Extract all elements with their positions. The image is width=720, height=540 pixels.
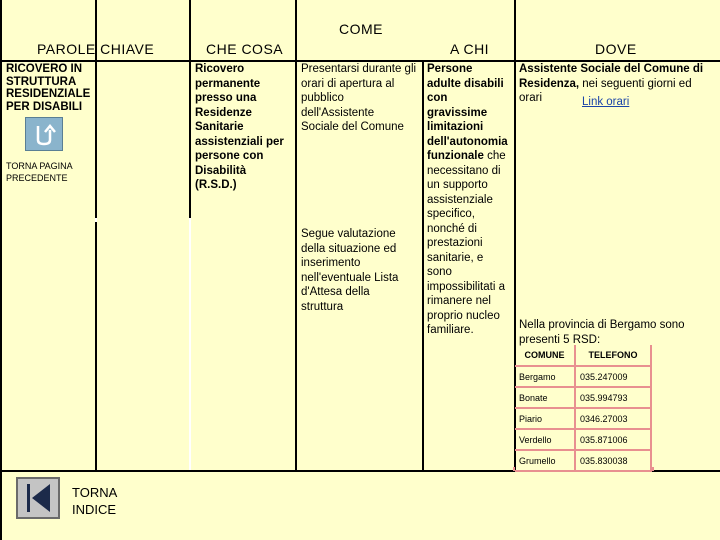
keyword-text: RICOVERO IN STRUTTURA RESIDENZIALE PER DISABILI [6, 63, 91, 113]
provincia-text: Nella provincia di Bergamo sono presenti 5 RSD: [519, 319, 685, 346]
come-text-2: Segue valutazione della situazione ed inserimento nell'eventuale Lista d'Attesa della struttura [301, 228, 399, 313]
divider [189, 218, 191, 470]
table-row [515, 366, 651, 387]
index-button[interactable] [16, 477, 60, 519]
dove-normal: nei seguenti giorni ed orari [519, 77, 692, 104]
divider [95, 218, 97, 222]
come-text-1: Presentarsi durante gli orari di apertura al pubblico dell'Assistente Sociale del Comune [301, 63, 417, 133]
a-chi-text [427, 62, 515, 338]
che-cosa-text: Ricovero permanente presso una Residenze Sanitarie assistenziali per persone con Disabilità (R.S.D.) [195, 63, 284, 191]
header-che-cosa: CHE COSA [206, 41, 284, 57]
header-parole-chiave: PAROLE CHIAVE [37, 41, 155, 57]
a-chi-bold: Persone adulte disabili con gravissime limitazioni dell'autonomia funzionale [427, 63, 508, 162]
table-cell: Verdello [515, 429, 575, 450]
table-row [515, 408, 651, 429]
skip-back-icon [18, 479, 58, 517]
table-cell: Bergamo [515, 366, 575, 387]
divider [0, 0, 2, 540]
return-arrow-icon [26, 118, 62, 150]
column-header: TELEFONO [575, 345, 651, 366]
table-footer-space [513, 467, 654, 471]
a-chi-rest: che necessitano di un supporto assistenziale specifico, nonché di prestazioni sanitarie, e sono impossibilitati a rimanere nel proprio nucleo familiare. [427, 150, 506, 336]
table-cell: 035.830038 [575, 450, 651, 471]
dove-bold: Assistente Sociale del Comune di Residenza, [519, 63, 704, 90]
table-header-row [515, 345, 651, 366]
column-header: COMUNE [515, 345, 575, 366]
table-cell: Piario [515, 408, 575, 429]
table-cell: 0346.27003 [575, 408, 651, 429]
table-cell: Grumello [515, 450, 575, 471]
table-cell: 035.247009 [575, 366, 651, 387]
header-come: COME [339, 21, 383, 37]
header-a-chi: A CHI [450, 41, 490, 57]
divider [95, 0, 97, 472]
index-label[interactable]: TORNA INDICE [72, 485, 118, 517]
divider [422, 60, 424, 472]
table-row [515, 429, 651, 450]
table-cell: 035.871006 [575, 429, 651, 450]
orari-link[interactable]: Link orari [582, 96, 630, 108]
rsd-table [515, 345, 652, 472]
header-dove: DOVE [595, 41, 637, 57]
divider [295, 0, 297, 472]
table-row [515, 387, 651, 408]
table-cell: 035.994793 [575, 387, 651, 408]
back-label[interactable]: TORNA PAGINA PRECEDENTE [6, 161, 73, 183]
table-cell: Bonate [515, 387, 575, 408]
back-button[interactable] [25, 117, 63, 151]
